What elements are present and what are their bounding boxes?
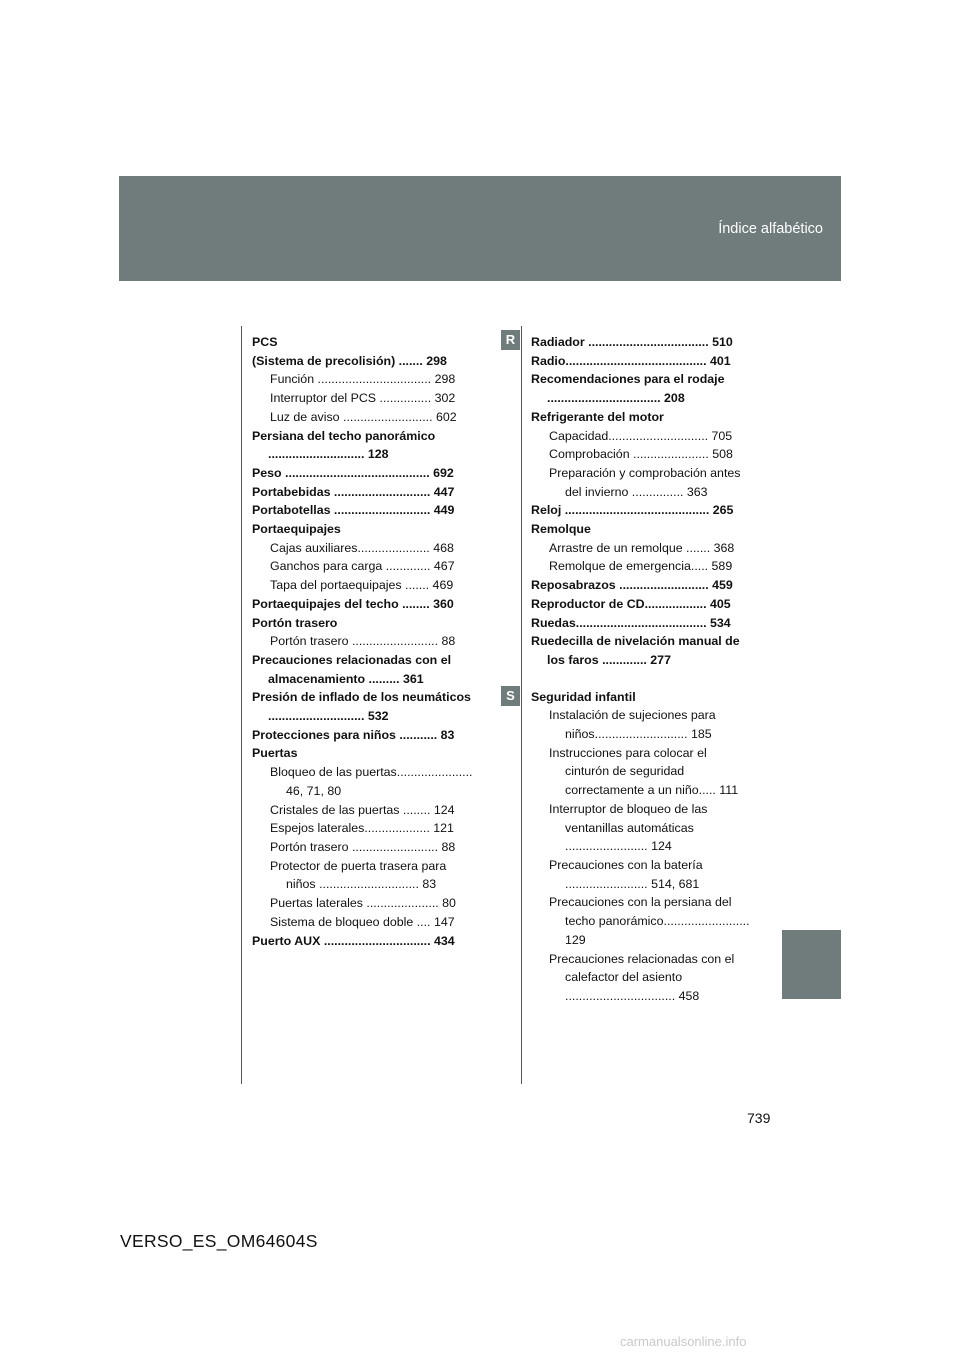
- index-subentry: Protector de puerta trasera para niños ............................. 83: [270, 858, 447, 892]
- index-subentry: Cajas auxiliares..................... 468: [270, 540, 454, 555]
- index-entry: Reloj .......................................... 265: [531, 503, 734, 518]
- index-entry: Portabotellas ............................ 449: [252, 503, 455, 518]
- index-section-s: [531, 688, 753, 1006]
- index-entry: Seguridad infantil: [531, 689, 636, 704]
- index-subentry: Precauciones con la batería ........................ 514, 681: [549, 857, 703, 891]
- index-entry: Radiador ................................... 510: [531, 335, 733, 349]
- index-subentry: Función ................................. 298: [270, 372, 456, 387]
- index-entry: Protecciones para niños ........... 83: [252, 727, 455, 742]
- index-subentry: Ganchos para carga ............. 467: [270, 559, 455, 574]
- index-subentry: Puertas laterales ..................... 80: [270, 896, 456, 911]
- index-subentry: Espejos laterales................... 121: [270, 821, 454, 836]
- index-entry: Radio......................................... 401: [531, 353, 731, 368]
- index-entry: Remolque: [531, 522, 591, 537]
- section-letter-s: S: [501, 686, 520, 706]
- page-number: 739: [747, 1110, 771, 1126]
- watermark-text: carmanualsonline.info: [620, 1334, 747, 1349]
- index-entry: Ruedas...................................... 534: [531, 615, 731, 630]
- index-entry: PCS: [252, 335, 278, 349]
- index-entry: Portaequipajes: [252, 522, 341, 537]
- index-entry: Portaequipajes del techo ........ 360: [252, 596, 454, 611]
- index-subentry: Preparación y comprobación antes del invierno ............... 363: [549, 465, 741, 499]
- index-entry: Peso .......................................... 692: [252, 465, 454, 480]
- chapter-tab: [782, 930, 841, 999]
- section-letter-r: R: [501, 330, 520, 350]
- index-column-right: [531, 333, 753, 1006]
- document-code: VERSO_ES_OM64604S: [120, 1231, 318, 1251]
- index-entry: (Sistema de precolisión) ....... 298: [252, 353, 447, 368]
- index-subentry: Capacidad............................. 705: [549, 428, 733, 443]
- index-subentry: Portón trasero ......................... 88: [270, 839, 456, 854]
- index-subentry: Luz de aviso .......................... 602: [270, 409, 457, 424]
- index-entry: Recomendaciones para el rodaje ................................. 208: [531, 372, 725, 406]
- index-subentry: Remolque de emergencia..... 589: [549, 559, 733, 574]
- index-subentry: Tapa del portaequipajes ....... 469: [270, 578, 454, 593]
- section-gap: [531, 670, 753, 688]
- index-section-r: [531, 333, 753, 670]
- index-entry: Precauciones relacionadas con el almacenamiento ......... 361: [252, 652, 452, 686]
- index-subentry: Instalación de sujeciones para niños........................... 185: [549, 708, 716, 742]
- index-subentry: Comprobación ...................... 508: [549, 447, 733, 462]
- index-subentry: Sistema de bloqueo doble .... 147: [270, 914, 455, 929]
- index-entry: Ruedecilla de nivelación manual de los faros ............. 277: [531, 634, 740, 667]
- index-subentry: Cristales de las puertas ........ 124: [270, 802, 455, 817]
- index-subentry: Interruptor del PCS ............... 302: [270, 391, 456, 406]
- index-entry: Puerto AUX ............................... 434: [252, 933, 455, 948]
- index-entry: Persiana del techo panorámico ............................ 128: [252, 428, 436, 462]
- index-subentry: Interruptor de bloqueo de las ventanillas automáticas ........................ 124: [549, 801, 708, 854]
- index-column-left: [252, 333, 474, 950]
- index-entry: Portabebidas ............................ 447: [252, 484, 455, 499]
- index-subentry: Instrucciones para colocar el cinturón de seguridad correctamente a un niño..... 111: [549, 745, 739, 798]
- index-entry: Portón trasero: [252, 615, 338, 630]
- index-subentry: Precauciones con la persiana del techo panorámico......................... 129: [549, 895, 750, 947]
- index-entry: Puertas: [252, 746, 298, 761]
- index-subentry: Precauciones relacionadas con el calefactor del asiento ................................ 458: [549, 951, 735, 1003]
- header-band: [119, 176, 841, 281]
- index-entry: Presión de inflado de los neumáticos ............................ 532: [252, 690, 471, 724]
- section-title: Índice alfabético: [718, 221, 823, 237]
- index-entry: Reproductor de CD.................. 405: [531, 596, 731, 611]
- index-entry: Reposabrazos .......................... 459: [531, 578, 733, 593]
- index-subentry: Bloqueo de las puertas...................... 46, 71, 80: [270, 765, 473, 798]
- index-subentry: Arrastre de un remolque ....... 368: [549, 540, 735, 555]
- left-column-rule: [241, 326, 242, 1084]
- right-column-rule: [521, 326, 522, 1084]
- index-subentry: Portón trasero ......................... 88: [270, 634, 456, 649]
- index-entry: Refrigerante del motor: [531, 409, 664, 424]
